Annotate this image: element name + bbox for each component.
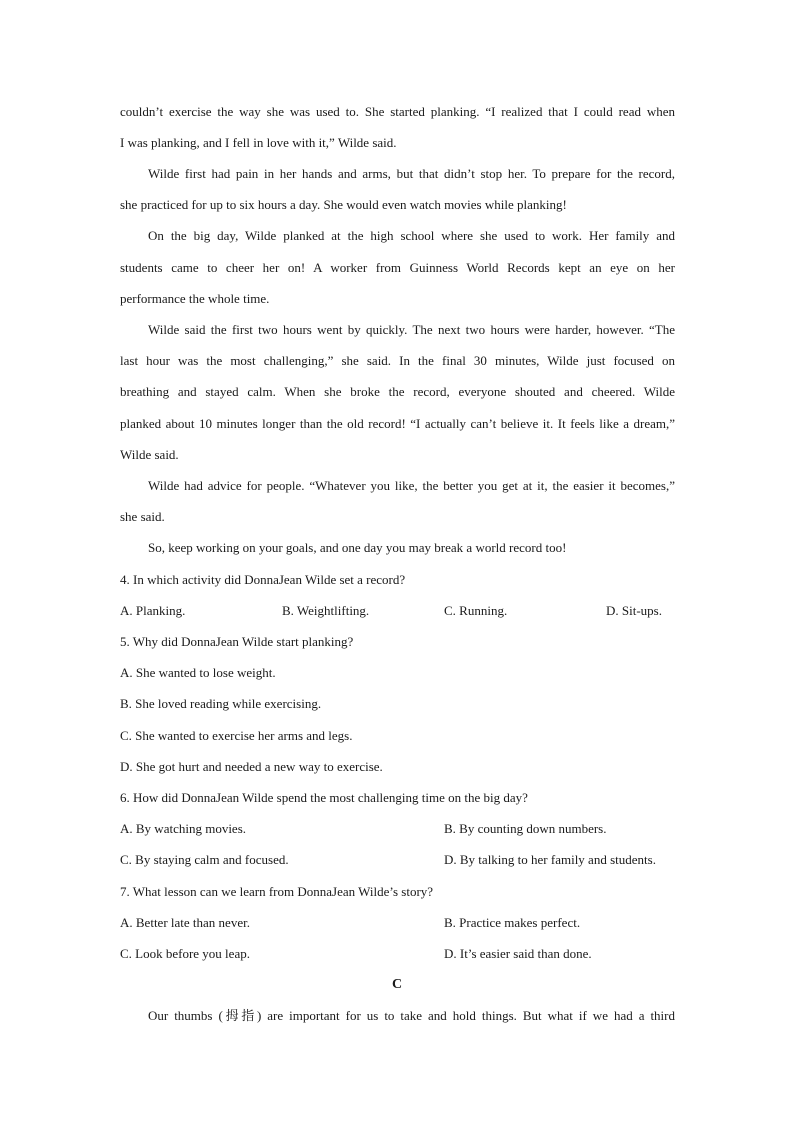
- option-b[interactable]: B. By counting down numbers.: [444, 821, 607, 836]
- passage-line: she practiced for up to six hours a day. She would even watch movies while planking!: [120, 197, 567, 212]
- passage-line: last hour was the most challenging,” she said. In the final 30 minutes, Wilde just focused on: [120, 353, 675, 368]
- option-d[interactable]: D. Sit-ups.: [606, 603, 662, 618]
- passage-line: Wilde had advice for people. “Whatever you like, the better you get at it, the easier it becomes,”: [148, 478, 675, 493]
- passage-line: couldn’t exercise the way she was used to. She started planking. “I realized that I could read when: [120, 104, 675, 119]
- passage-line: performance the whole time.: [120, 291, 270, 306]
- passage-line: On the big day, Wilde planked at the high school where she used to work. Her family and: [148, 228, 675, 243]
- question-stem: 4. In which activity did DonnaJean Wilde set a record?: [120, 572, 406, 587]
- passage-line: Wilde said the first two hours went by quickly. The next two hours were harder, however. “The: [148, 322, 675, 337]
- passage-line: students came to cheer her on! A worker from Guinness World Records kept an eye on her: [120, 260, 675, 275]
- passage-line: So, keep working on your goals, and one day you may break a world record too!: [148, 540, 567, 555]
- option-a[interactable]: A. Planking.: [120, 603, 186, 618]
- question-stem: 6. How did DonnaJean Wilde spend the most challenging time on the big day?: [120, 790, 528, 805]
- passage-line: she said.: [120, 509, 165, 524]
- passage-line: Wilde said.: [120, 447, 179, 462]
- option-d[interactable]: D. By talking to her family and students.: [444, 852, 656, 867]
- option-a[interactable]: A. Better late than never.: [120, 915, 250, 930]
- option-b[interactable]: B. Weightlifting.: [282, 603, 370, 618]
- option-a[interactable]: A. She wanted to lose weight.: [120, 665, 276, 680]
- option-b[interactable]: B. Practice makes perfect.: [444, 915, 581, 930]
- question-stem: 7. What lesson can we learn from DonnaJean Wilde’s story?: [120, 884, 434, 899]
- option-d[interactable]: D. It’s easier said than done.: [444, 946, 592, 961]
- option-d[interactable]: D. She got hurt and needed a new way to exercise.: [120, 759, 383, 774]
- option-b[interactable]: B. She loved reading while exercising.: [120, 696, 322, 711]
- passage-line: breathing and stayed calm. When she broke the record, everyone shouted and cheered. Wilde: [120, 384, 675, 399]
- question-stem: 5. Why did DonnaJean Wilde start planking?: [120, 634, 354, 649]
- passage-line: planked about 10 minutes longer than the old record! “I actually can’t believe it. It feels like a dream,”: [120, 416, 675, 431]
- passage-line: Our thumbs (拇指) are important for us to take and hold things. But what if we had a third: [148, 1008, 675, 1023]
- passage-line: I was planking, and I fell in love with it,” Wilde said.: [120, 135, 397, 150]
- option-a[interactable]: A. By watching movies.: [120, 821, 247, 836]
- option-c[interactable]: C. Look before you leap.: [120, 946, 250, 961]
- section-heading: C: [391, 977, 403, 992]
- option-c[interactable]: C. Running.: [444, 603, 508, 618]
- passage-line: Wilde first had pain in her hands and arms, but that didn’t stop her. To prepare for the record,: [148, 166, 675, 181]
- option-c[interactable]: C. By staying calm and focused.: [120, 852, 289, 867]
- option-c[interactable]: C. She wanted to exercise her arms and legs.: [120, 728, 353, 743]
